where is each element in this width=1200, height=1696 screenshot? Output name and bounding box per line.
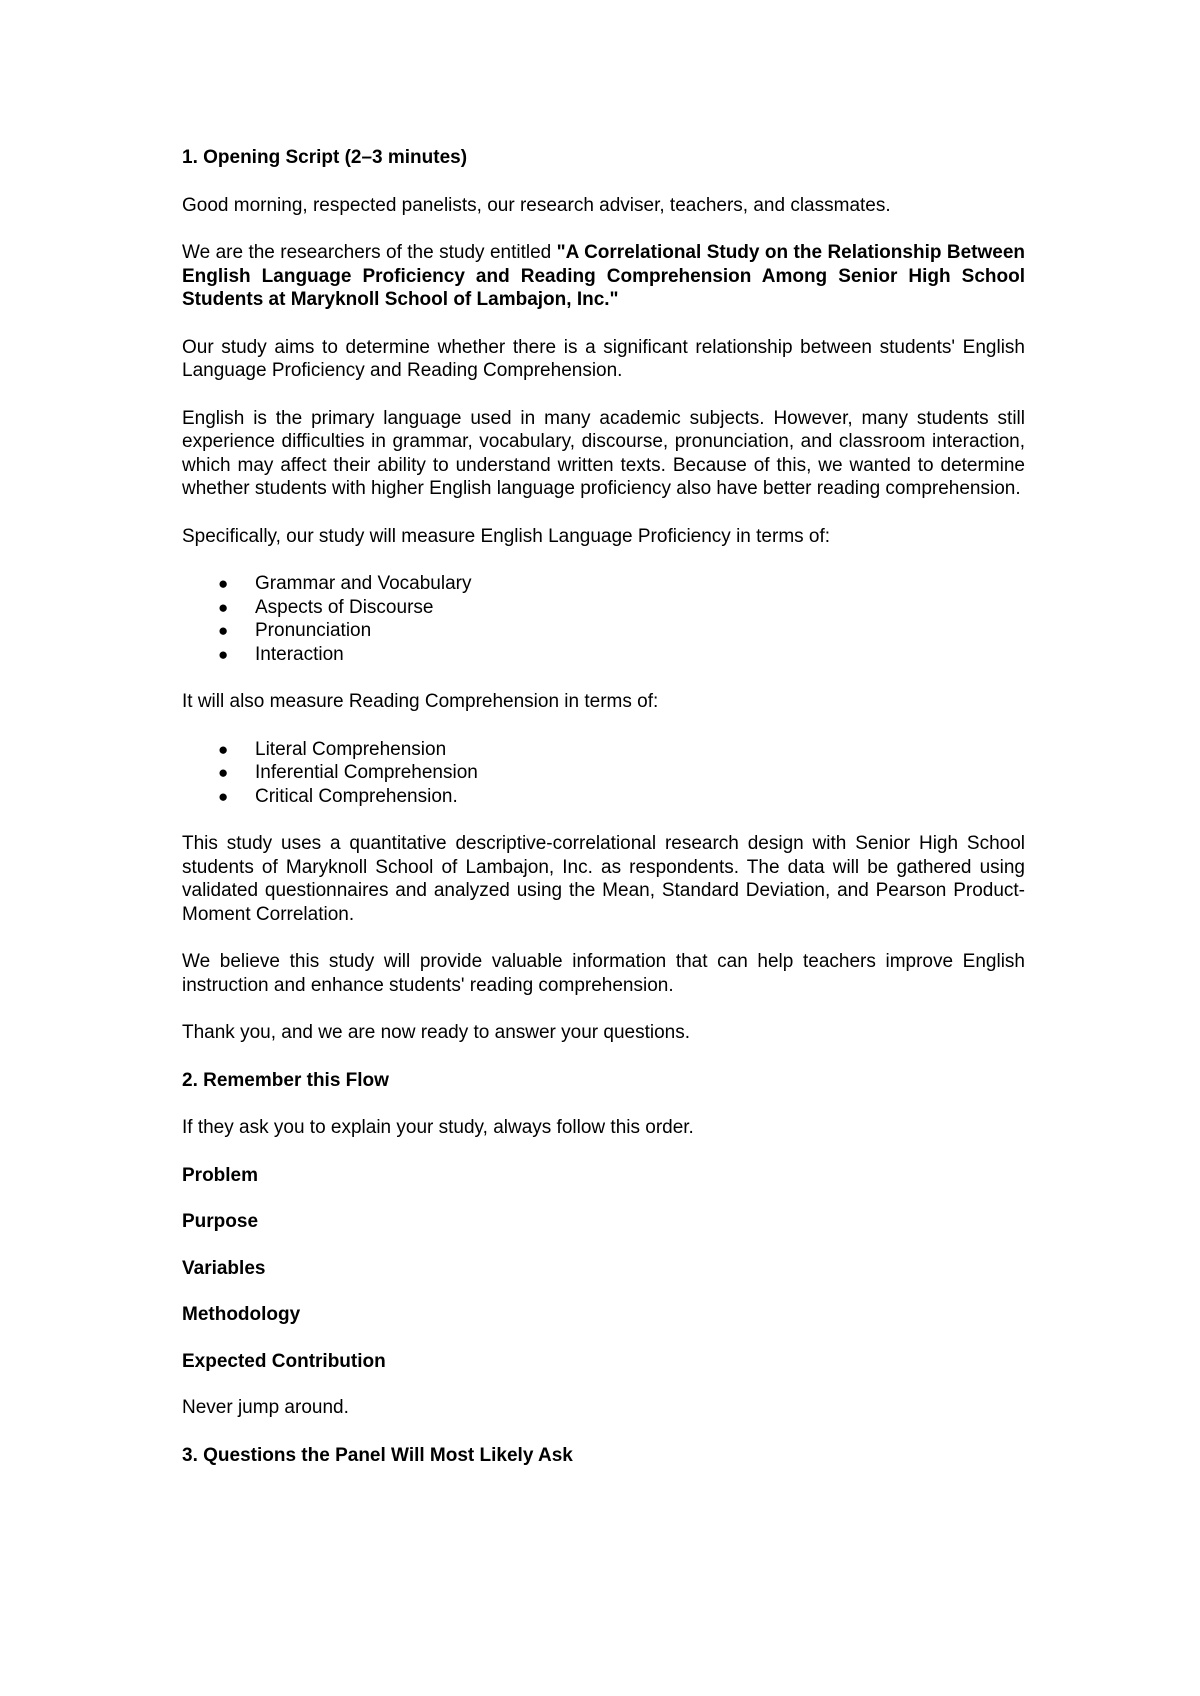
flow-item-variables: Variables	[182, 1257, 266, 1279]
bullet-icon: ●	[218, 621, 229, 640]
paragraph-study-title	[182, 241, 1025, 312]
list-item	[182, 785, 1025, 809]
list-item	[182, 596, 1025, 620]
section-heading-flow: 2. Remember this Flow	[182, 1069, 389, 1091]
list-item-label: Aspects of Discourse	[255, 596, 434, 618]
bullet-icon: ●	[218, 597, 229, 617]
list-item	[182, 761, 1025, 785]
study-title-intro: We are the researchers of the study entitled	[182, 242, 557, 263]
list-item-label: Literal Comprehension	[255, 738, 447, 760]
flow-item-expected-contribution: Expected Contribution	[182, 1350, 386, 1372]
bullet-icon: ●	[218, 786, 229, 806]
comprehension-list	[182, 738, 1025, 809]
bullet-icon: ●	[218, 574, 229, 593]
document-body	[182, 146, 1025, 1491]
flow-item-problem: Problem	[182, 1164, 259, 1186]
bullet-icon: ●	[218, 763, 229, 782]
bullet-icon: ●	[218, 644, 229, 664]
paragraph-closing: Thank you, and we are now ready to answer your questions.	[182, 1022, 691, 1043]
list-item	[182, 738, 1025, 762]
list-item	[182, 572, 1025, 596]
paragraph-flow-intro: If they ask you to explain your study, always follow this order.	[182, 1117, 694, 1138]
proficiency-list	[182, 572, 1025, 666]
paragraph-design: This study uses a quantitative descriptive-correlational research design with Senior High School students of Maryknoll School of Lambajon, Inc. as respondents. The data will be gathered using validated questionnaires and analyzed using the Mean, Standard Deviation, and Pearson Product-Moment Correlation.	[182, 833, 1025, 925]
paragraph-proficiency-intro: Specifically, our study will measure English Language Proficiency in terms of:	[182, 525, 831, 547]
paragraph-aim: Our study aims to determine whether there is a significant relationship between students' English Language Proficiency and Reading Comprehension.	[182, 336, 1025, 381]
list-item-label: Critical Comprehension.	[255, 785, 458, 807]
paragraph-comprehension-intro: It will also measure Reading Comprehension in terms of:	[182, 691, 659, 712]
list-item	[182, 619, 1025, 643]
paragraph-belief: We believe this study will provide valuable information that can help teachers improve English instruction and enhance students' reading comprehension.	[182, 951, 1025, 996]
paragraph-flow-note: Never jump around.	[182, 1397, 349, 1418]
section-heading-panel-questions: 3. Questions the Panel Will Most Likely Ask	[182, 1444, 573, 1466]
section-heading-opening-script: 1. Opening Script (2–3 minutes)	[182, 147, 468, 168]
list-item-label: Interaction	[255, 643, 344, 665]
list-item-label: Grammar and Vocabulary	[255, 573, 472, 594]
paragraph-greeting: Good morning, respected panelists, our research adviser, teachers, and classmates.	[182, 194, 891, 216]
list-item-label: Pronunciation	[255, 620, 372, 641]
flow-item-purpose: Purpose	[182, 1211, 259, 1232]
bullet-icon: ●	[218, 739, 229, 759]
study-title: "A Correlational Study on the Relationship Between English Language Proficiency and Reading Comprehension Among Senior High School Students at Maryknoll School of Lambajon, Inc."	[182, 242, 1026, 310]
list-item-label: Inferential Comprehension	[255, 762, 478, 783]
list-item	[182, 643, 1025, 667]
paragraph-background: English is the primary language used in many academic subjects. However, many students still experience difficulties in grammar, vocabulary, discourse, pronunciation, and classroom interaction, which may affect their ability to understand written texts. Because of this, we wanted to determine whether students with higher English language proficiency also have better reading comprehension.	[182, 407, 1025, 499]
flow-item-methodology: Methodology	[182, 1304, 301, 1325]
